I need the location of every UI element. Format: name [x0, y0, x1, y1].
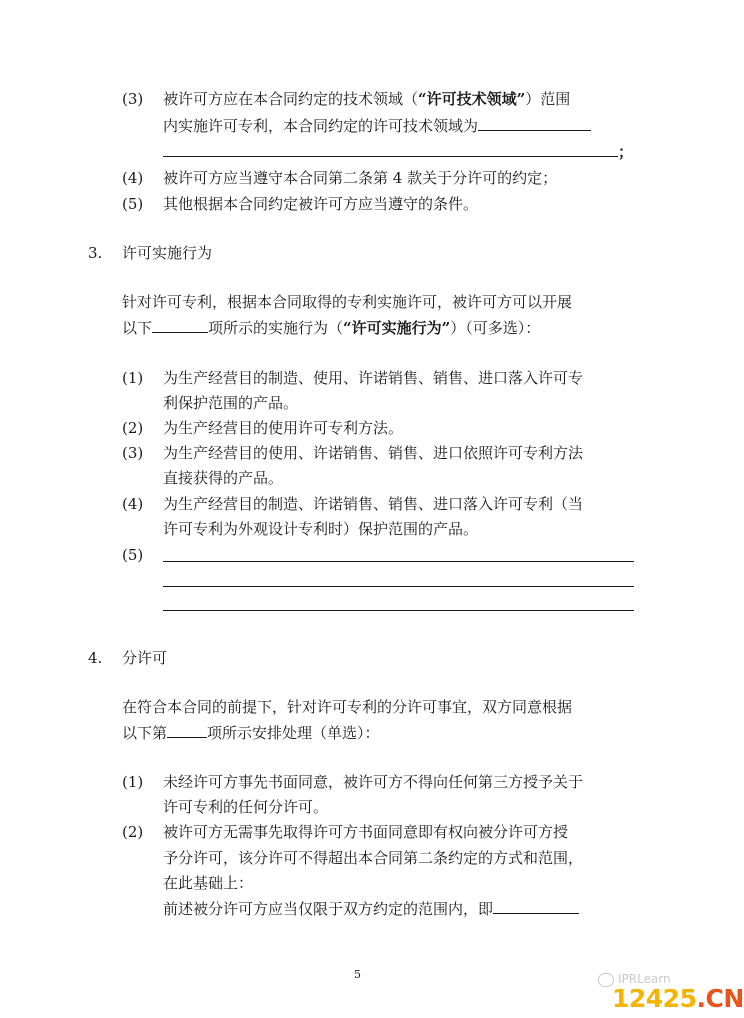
paragraph-line: 为生产经营目的制造、使用、许诺销售、销售、进口落入许可专: [163, 369, 584, 387]
paragraph-line: 在此基础上：: [163, 874, 254, 892]
paragraph-line: 被许可方无需事先取得许可方书面同意即有权向被分许可方授: [163, 823, 569, 841]
paragraph-line: 许可专利为外观设计专利时）保护范围的产品。: [163, 520, 479, 538]
paragraph-line: 前述被分许可方应当仅限于双方约定的范围内，即: [163, 899, 579, 919]
item-number: (5): [122, 546, 144, 564]
site-logo: 12425.CN: [612, 984, 744, 1013]
section-number: 4.: [88, 649, 103, 667]
item-number: (4): [122, 169, 144, 187]
fill-in-blank[interactable]: [163, 610, 634, 611]
item-number: (1): [122, 773, 144, 791]
item-number: (5): [122, 195, 144, 213]
section-title: 许可实施行为: [122, 244, 213, 262]
paragraph-line: 内实施许可专利，本合同约定的许可技术领域为: [163, 116, 591, 136]
fill-in-blank[interactable]: [163, 561, 634, 562]
fill-in-blank[interactable]: [493, 899, 579, 914]
fill-in-blank[interactable]: [478, 116, 591, 131]
paragraph-line: 为生产经营目的制造、许诺销售、销售、进口落入许可专利（当: [163, 495, 584, 513]
paragraph-line: 许可专利的任何分许可。: [163, 798, 329, 816]
page-number: 5: [354, 968, 361, 981]
paragraph-line: 为生产经营目的使用、许诺销售、销售、进口依照许可专利方法: [163, 444, 584, 462]
item-number: (2): [122, 823, 144, 841]
paragraph-line: 利保护范围的产品。: [163, 394, 299, 412]
paragraph-line: 以下第 项所示安排处理（单选）：: [122, 724, 380, 742]
paragraph-line: 针对许可专利，根据本合同取得的专利实施许可，被许可方可以开展: [122, 293, 573, 311]
section-number: 3.: [88, 244, 103, 262]
item-number: (4): [122, 495, 144, 513]
paragraph-line: 直接获得的产品。: [163, 469, 284, 487]
defined-term: “许可实施行为”: [343, 319, 451, 337]
fill-in-blank[interactable]: [163, 142, 618, 157]
paragraph-line: 在符合本合同的前提下，针对许可专利的分许可事宜，双方同意根据: [122, 698, 573, 716]
item-number: (3): [122, 444, 144, 462]
item-number: (2): [122, 419, 144, 437]
paragraph-line: 未经许可方事先书面同意，被许可方不得向任何第三方授予关于: [163, 773, 584, 791]
paragraph-line: 被许可方应当遵守本合同第二条第 4 款关于分许可的约定；: [163, 169, 558, 187]
item-number: (1): [122, 369, 144, 387]
fill-in-blank[interactable]: [163, 586, 634, 587]
watermark: IPRLearn: [598, 972, 671, 987]
item-number: (3): [122, 90, 144, 108]
paragraph-line: ；: [163, 142, 633, 162]
paragraph-line: 其他根据本合同约定被许可方应当遵守的条件。: [163, 195, 479, 213]
section-title: 分许可: [122, 649, 168, 667]
paragraph-line: 被许可方应在本合同约定的技术领域（“许可技术领域”）范围: [163, 90, 571, 108]
paragraph-line: 为生产经营目的使用许可专利方法。: [163, 419, 404, 437]
fill-in-blank[interactable]: [152, 318, 208, 333]
paragraph-line: 以下 项所示的实施行为（“许可实施行为”）（可多选）：: [122, 319, 541, 337]
paragraph-line: 予分许可，该分许可不得超出本合同第二条约定的方式和范围，: [163, 849, 584, 867]
defined-term: “许可技术领域”: [418, 90, 526, 108]
fill-in-blank[interactable]: [167, 723, 207, 738]
